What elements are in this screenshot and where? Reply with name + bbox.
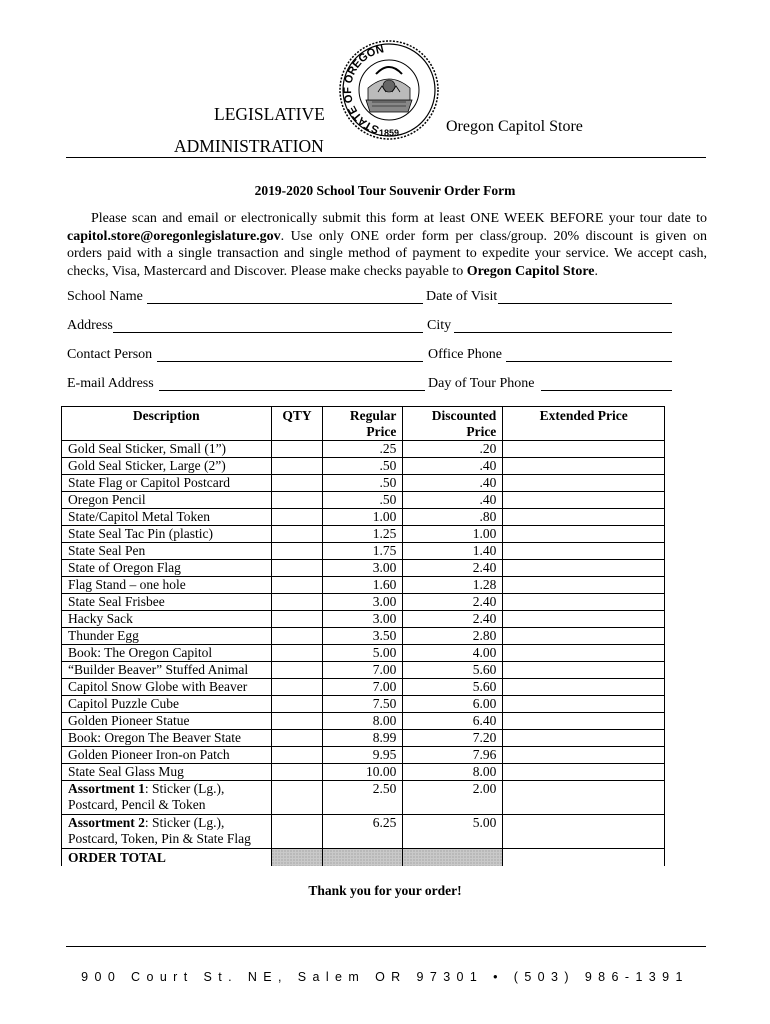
table-row — [62, 781, 665, 815]
table-row — [62, 509, 665, 526]
item-description: Capitol Puzzle Cube — [62, 696, 272, 713]
item-description: Gold Seal Sticker, Large (2”) — [62, 458, 272, 475]
assortment-contents-2: Postcard, Token, Pin & State Flag — [68, 831, 251, 846]
item-description: Book: Oregon The Beaver State — [62, 730, 272, 747]
item-qty-field[interactable] — [271, 509, 323, 526]
item-discounted-price: 7.96 — [403, 747, 503, 764]
email-row — [67, 376, 707, 394]
order-total-row — [62, 849, 665, 866]
item-discounted-price: .20 — [403, 441, 503, 458]
item-discounted-price: 1.00 — [403, 526, 503, 543]
header-extended-price: Extended Price — [503, 407, 665, 441]
item-extended-price-field[interactable] — [503, 458, 665, 475]
day-of-tour-phone-field[interactable] — [541, 390, 672, 391]
table-row — [62, 662, 665, 679]
item-description: State Seal Tac Pin (plastic) — [62, 526, 272, 543]
assortment-name: Assortment 2 — [68, 815, 145, 830]
item-qty-field[interactable] — [271, 713, 323, 730]
item-discounted-price: .40 — [403, 492, 503, 509]
item-qty-field[interactable] — [271, 458, 323, 475]
item-extended-price-field[interactable] — [503, 509, 665, 526]
item-regular-price: 1.25 — [323, 526, 403, 543]
item-regular-price: 10.00 — [323, 764, 403, 781]
table-header-row — [62, 407, 665, 441]
table-row — [62, 526, 665, 543]
item-qty-field[interactable] — [271, 492, 323, 509]
department-line-2: ADMINISTRATION — [174, 136, 324, 156]
contact-row — [67, 347, 707, 365]
item-regular-price: 1.75 — [323, 543, 403, 560]
item-extended-price-field[interactable] — [503, 645, 665, 662]
email-address-field[interactable] — [159, 390, 425, 391]
item-description: State/Capitol Metal Token — [62, 509, 272, 526]
item-extended-price-field[interactable] — [503, 679, 665, 696]
item-discounted-price: 1.28 — [403, 577, 503, 594]
address-label: Address — [67, 318, 113, 333]
item-discounted-price: 2.40 — [403, 594, 503, 611]
item-regular-price: 7.00 — [323, 679, 403, 696]
item-discounted-price: 5.00 — [403, 815, 503, 849]
item-discounted-price: 2.40 — [403, 611, 503, 628]
order-total-field[interactable] — [503, 849, 665, 866]
day-of-tour-phone-label: Day of Tour Phone — [428, 376, 535, 391]
item-regular-price: 8.99 — [323, 730, 403, 747]
table-row — [62, 645, 665, 662]
state-seal-icon — [338, 40, 440, 144]
item-discounted-price: 1.40 — [403, 543, 503, 560]
item-qty-field[interactable] — [271, 611, 323, 628]
table-row — [62, 560, 665, 577]
instructions-part-2: . Use only ONE order form per class/group. 20% discount is given on orders paid with a single transaction and single method of payment to expedite your service. We accept cash, checks, Visa, Mastercard and Discover. Please make checks payable to — [67, 228, 707, 279]
table-row — [62, 815, 665, 849]
item-regular-price: 3.50 — [323, 628, 403, 645]
table-row — [62, 747, 665, 764]
item-regular-price: 2.50 — [323, 781, 403, 815]
item-regular-price: .50 — [323, 492, 403, 509]
item-qty-field[interactable] — [271, 764, 323, 781]
footer-address: 900 Court St. NE, Salem OR 97301 • (503) 986-1391 — [81, 970, 689, 984]
table-row — [62, 764, 665, 781]
school-row — [67, 289, 707, 307]
item-description: “Builder Beaver” Stuffed Animal — [62, 662, 272, 679]
order-total-label: ORDER TOTAL — [62, 849, 272, 866]
store-name: Oregon Capitol Store — [446, 118, 583, 135]
item-qty-field[interactable] — [271, 441, 323, 458]
item-discounted-price: 5.60 — [403, 662, 503, 679]
item-regular-price: 7.00 — [323, 662, 403, 679]
date-of-visit-label: Date of Visit — [426, 289, 498, 304]
item-discounted-price: 6.00 — [403, 696, 503, 713]
item-discounted-price: 8.00 — [403, 764, 503, 781]
item-extended-price-field[interactable] — [503, 611, 665, 628]
item-qty-field[interactable] — [271, 815, 323, 849]
item-extended-price-field[interactable] — [503, 662, 665, 679]
item-extended-price-field[interactable] — [503, 475, 665, 492]
table-row — [62, 441, 665, 458]
header-divider — [66, 157, 706, 158]
item-qty-field[interactable] — [271, 526, 323, 543]
item-discounted-price: 5.60 — [403, 679, 503, 696]
assortment-contents-1: : Sticker (Lg.), — [144, 815, 225, 830]
table-row — [62, 458, 665, 475]
form-title: 2019-2020 School Tour Souvenir Order Form — [254, 183, 516, 198]
item-extended-price-field[interactable] — [503, 492, 665, 509]
table-row — [62, 679, 665, 696]
table-row — [62, 577, 665, 594]
table-row — [62, 713, 665, 730]
store-email-link[interactable]: capitol.store@oregonlegislature.gov — [67, 228, 281, 244]
item-regular-price: 3.00 — [323, 611, 403, 628]
table-row — [62, 611, 665, 628]
item-regular-price: 8.00 — [323, 713, 403, 730]
item-description: Thunder Egg — [62, 628, 272, 645]
address-row — [67, 318, 707, 336]
item-description: State Seal Frisbee — [62, 594, 272, 611]
item-qty-field[interactable] — [271, 628, 323, 645]
school-name-label: School Name — [67, 289, 143, 304]
order-table — [61, 406, 665, 866]
item-regular-price: 3.00 — [323, 594, 403, 611]
assortment-contents-1: : Sticker (Lg.), — [144, 781, 225, 796]
item-extended-price-field[interactable] — [503, 815, 665, 849]
item-extended-price-field[interactable] — [503, 747, 665, 764]
item-description: State Flag or Capitol Postcard — [62, 475, 272, 492]
letterhead — [0, 0, 770, 160]
item-discounted-price: .40 — [403, 475, 503, 492]
city-label: City — [427, 318, 452, 333]
item-regular-price: .50 — [323, 475, 403, 492]
item-extended-price-field[interactable] — [503, 628, 665, 645]
school-name-field[interactable] — [147, 303, 423, 304]
item-extended-price-field[interactable] — [503, 696, 665, 713]
item-discounted-price: 4.00 — [403, 645, 503, 662]
item-regular-price: 1.60 — [323, 577, 403, 594]
item-extended-price-field[interactable] — [503, 441, 665, 458]
item-description: Hacky Sack — [62, 611, 272, 628]
assortment-description — [62, 781, 272, 815]
item-qty-field[interactable] — [271, 747, 323, 764]
item-description: Oregon Pencil — [62, 492, 272, 509]
table-row — [62, 696, 665, 713]
order-total-regular-shaded — [323, 849, 403, 866]
table-row — [62, 492, 665, 509]
item-regular-price: .25 — [323, 441, 403, 458]
assortment-name: Assortment 1 — [68, 781, 145, 796]
item-description: Golden Pioneer Statue — [62, 713, 272, 730]
instructions-part-3: . — [594, 263, 599, 279]
office-phone-field[interactable] — [506, 361, 672, 362]
item-qty-field[interactable] — [271, 543, 323, 560]
item-extended-price-field[interactable] — [503, 560, 665, 577]
item-regular-price: 3.00 — [323, 560, 403, 577]
table-row — [62, 628, 665, 645]
item-qty-field[interactable] — [271, 679, 323, 696]
item-regular-price: .50 — [323, 458, 403, 475]
item-discounted-price: .40 — [403, 458, 503, 475]
date-of-visit-field[interactable] — [498, 303, 672, 304]
item-description: Capitol Snow Globe with Beaver — [62, 679, 272, 696]
item-discounted-price: 2.00 — [403, 781, 503, 815]
order-total-discounted-shaded — [403, 849, 503, 866]
item-regular-price: 7.50 — [323, 696, 403, 713]
footer-divider — [66, 946, 706, 947]
header-qty: QTY — [271, 407, 323, 441]
department-line-1: LEGISLATIVE — [214, 104, 325, 124]
item-extended-price-field[interactable] — [503, 781, 665, 815]
item-extended-price-field[interactable] — [503, 713, 665, 730]
item-qty-field[interactable] — [271, 475, 323, 492]
item-extended-price-field[interactable] — [503, 730, 665, 747]
item-regular-price: 1.00 — [323, 509, 403, 526]
item-description: Flag Stand – one hole — [62, 577, 272, 594]
item-qty-field[interactable] — [271, 577, 323, 594]
order-total-qty-shaded — [271, 849, 323, 866]
item-qty-field[interactable] — [271, 560, 323, 577]
item-regular-price: 5.00 — [323, 645, 403, 662]
seal-year: 1859 — [378, 128, 400, 138]
item-description: Golden Pioneer Iron-on Patch — [62, 747, 272, 764]
payee-name: Oregon Capitol Store — [466, 263, 595, 279]
assortment-contents-2: Postcard, Pencil & Token — [68, 797, 206, 812]
item-regular-price: 6.25 — [323, 815, 403, 849]
item-qty-field[interactable] — [271, 594, 323, 611]
item-discounted-price: 7.20 — [403, 730, 503, 747]
item-extended-price-field[interactable] — [503, 594, 665, 611]
instructions-part-1: Please scan and email or electronically submit this form at least ONE WEEK BEFORE your tour date to — [91, 211, 707, 226]
item-discounted-price: 6.40 — [403, 713, 503, 730]
table-row — [62, 543, 665, 560]
thank-you-message: Thank you for your order! — [308, 883, 462, 898]
office-phone-label: Office Phone — [428, 347, 502, 362]
item-discounted-price: 2.40 — [403, 560, 503, 577]
table-row — [62, 730, 665, 747]
address-field[interactable] — [113, 332, 423, 333]
assortment-description — [62, 815, 272, 849]
item-qty-field[interactable] — [271, 730, 323, 747]
item-description: Gold Seal Sticker, Small (1”) — [62, 441, 272, 458]
seal-text: STATE OF OREGON — [342, 43, 386, 136]
item-description: Book: The Oregon Capitol — [62, 645, 272, 662]
table-row — [62, 594, 665, 611]
item-description: State Seal Pen — [62, 543, 272, 560]
header-discounted-price: Discounted Price — [403, 407, 503, 441]
item-discounted-price: .80 — [403, 509, 503, 526]
item-description: State Seal Glass Mug — [62, 764, 272, 781]
item-extended-price-field[interactable] — [503, 543, 665, 560]
email-address-label: E-mail Address — [67, 376, 154, 391]
item-regular-price: 9.95 — [323, 747, 403, 764]
city-field[interactable] — [454, 332, 672, 333]
item-extended-price-field[interactable] — [503, 764, 665, 781]
header-regular-price: Regular Price — [323, 407, 403, 441]
contact-person-label: Contact Person — [67, 347, 153, 362]
item-extended-price-field[interactable] — [503, 577, 665, 594]
item-description: State of Oregon Flag — [62, 560, 272, 577]
department-name — [174, 98, 326, 162]
table-row — [62, 475, 665, 492]
item-qty-field[interactable] — [271, 645, 323, 662]
item-discounted-price: 2.80 — [403, 628, 503, 645]
item-extended-price-field[interactable] — [503, 526, 665, 543]
item-qty-field[interactable] — [271, 781, 323, 815]
header-description: Description — [62, 407, 272, 441]
item-qty-field[interactable] — [271, 696, 323, 713]
contact-person-field[interactable] — [157, 361, 423, 362]
instructions-paragraph — [67, 210, 707, 280]
item-qty-field[interactable] — [271, 662, 323, 679]
